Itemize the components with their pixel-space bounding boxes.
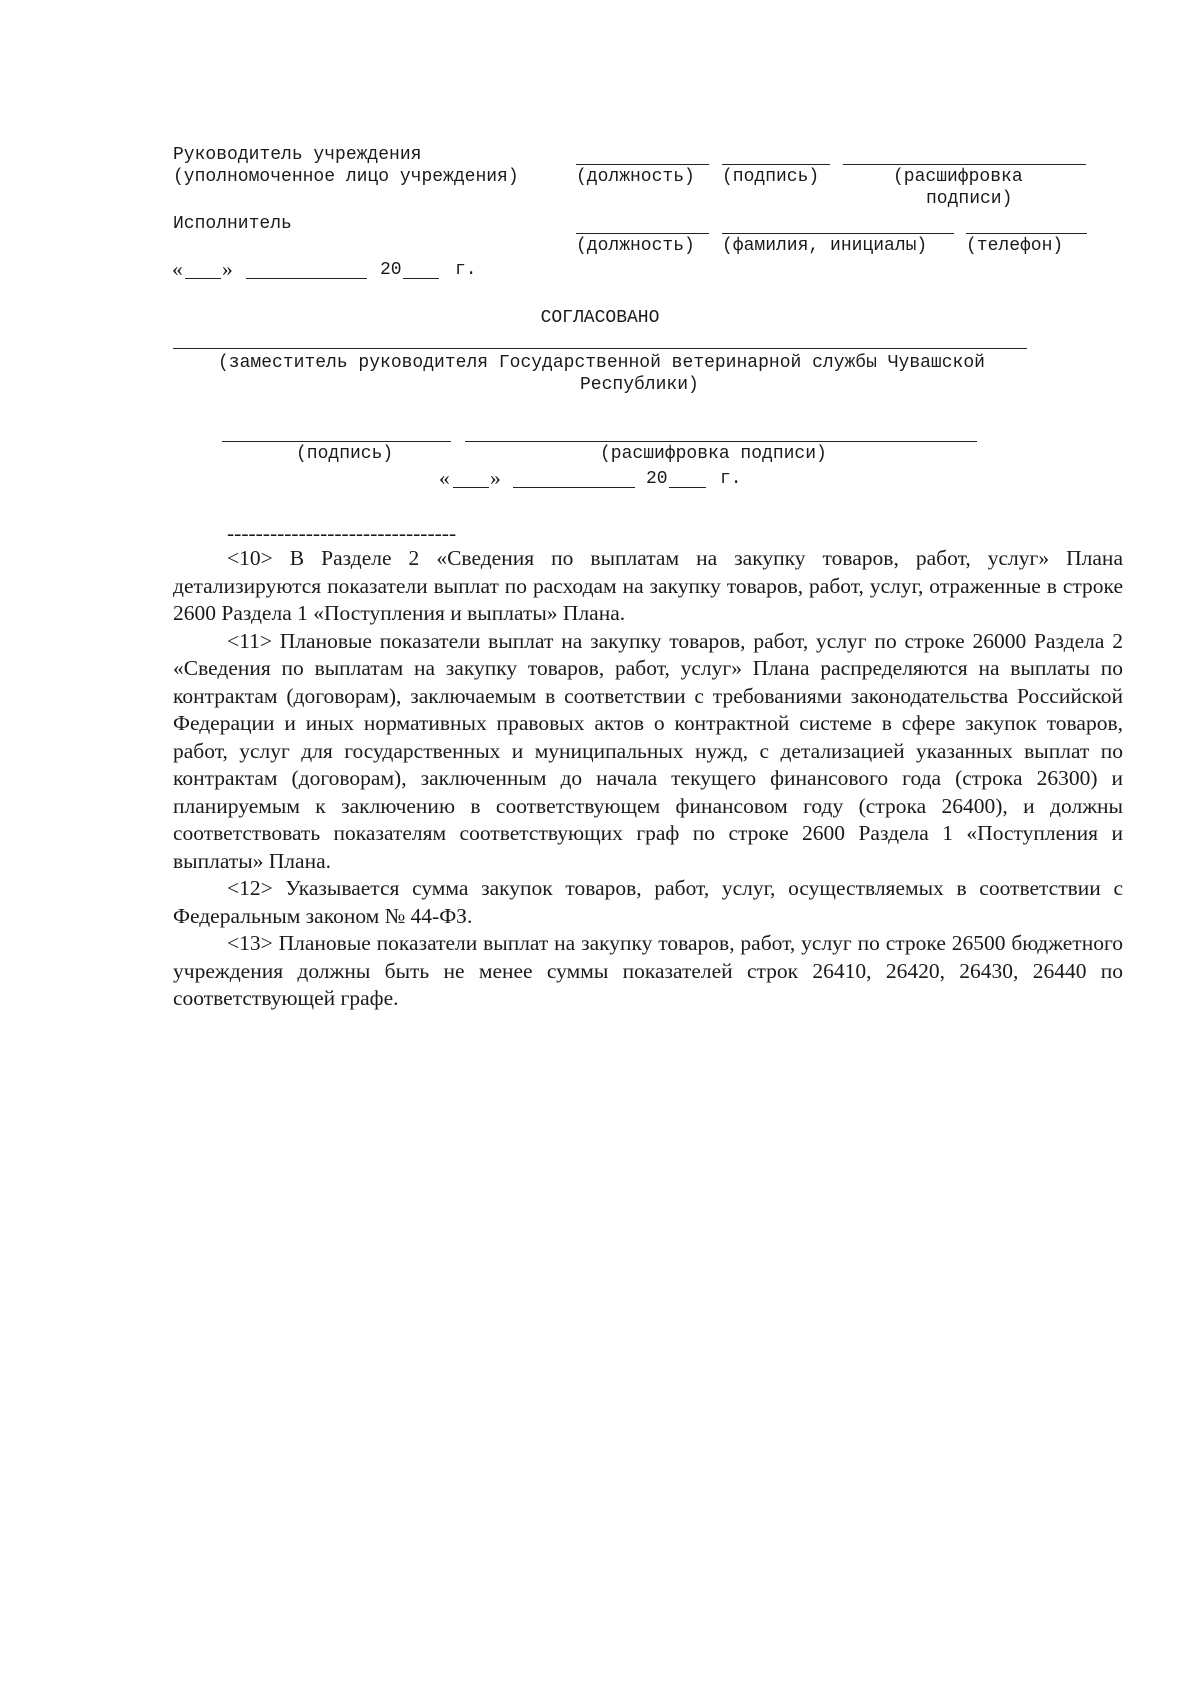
approval-date-year-line (669, 487, 706, 488)
approval-signature-caption: (подпись) (296, 444, 394, 464)
executor-name-line (722, 233, 954, 234)
approval-date-year-prefix: 20 (646, 469, 668, 489)
head-decoding-line (843, 164, 1086, 165)
approval-date-close-quote: » (490, 466, 501, 490)
footnote-13: <13> Плановые показатели выплат на закупку товаров, работ, услуг по строке 26500 бюджетного учреждения должны быть не менее суммы показателей строк 26410, 26420, 26430, 26440 по соответствующей графе. (173, 931, 1123, 1010)
executor-label: Исполнитель (173, 214, 292, 234)
approval-decoding-line (465, 441, 977, 442)
executor-name-caption: (фамилия, инициалы) (722, 236, 928, 256)
executor-position-line (576, 233, 709, 234)
head-position-caption: (должность) (576, 167, 695, 187)
date-open-quote: « (172, 257, 183, 281)
head-position-line (576, 164, 709, 165)
head-decoding-caption-2: подписи) (926, 189, 1013, 209)
approval-title: СОГЛАСОВАНО (540, 308, 660, 328)
date-month-line (246, 278, 367, 279)
head-signature-line (722, 164, 830, 165)
executor-phone-caption: (телефон) (966, 236, 1064, 256)
approval-official-caption-2: Республики) (580, 375, 699, 395)
approval-official-caption-1: (заместитель руководителя Государственной ветеринарной службы Чувашской (218, 353, 985, 373)
approval-date-open-quote: « (439, 466, 450, 490)
head-decoding-caption-1: (расшифровка (893, 167, 1023, 187)
footnotes-list (173, 545, 1123, 1013)
date-year-suffix: г. (455, 260, 477, 280)
footnote-10: <10> В Разделе 2 «Сведения по выплатам на закупку товаров, работ, услуг» Плана детализируются показатели выплат по расходам на закупку товаров, работ, услуг, отраженные в строке 2600 Раздела 1 «Поступления и выплаты» Плана. (173, 546, 1123, 625)
date-close-quote: » (222, 257, 233, 281)
approval-date-day-line (453, 487, 489, 488)
footnote-11: <11> Плановые показатели выплат на закупку товаров, работ, услуг по строке 26000 Раздела 2 «Сведения по выплатам на закупку товаров, работ, услуг» Плана распределяются на выплаты по контрактам (договорам), заключаемым в соответствии с требованиями законодательства Российской Федерации и иных нормативных правовых актов о контрактной системе в сфере закупок товаров, работ, услуг для государственных и муниципальных нужд, с детализацией указанных выплат по контрактам (договорам), заключенным до начала текущего финансового года (строка 26300) и планируемым к заключению в соответствующем финансовом году (строка 26400), и должны соответствовать показателям соответствующих граф по строке 2600 Раздела 1 «Поступления и выплаты» Плана. (173, 628, 1123, 873)
executor-phone-line (966, 233, 1087, 234)
date-year-line (403, 278, 439, 279)
approval-signature-line (222, 441, 451, 442)
footnote-12: <12> Указывается сумма закупок товаров, работ, услуг, осуществляемых в соответствии с Федеральным законом № 44-ФЗ. (173, 876, 1123, 928)
head-label-line-1: Руководитель учреждения (173, 145, 422, 165)
approval-official-line (173, 348, 1027, 349)
approval-date-month-line (513, 487, 635, 488)
footnote-separator: -------------------------------- (227, 521, 457, 545)
head-label-line-2: (уполномоченное лицо учреждения) (173, 167, 519, 187)
date-day-line (185, 278, 221, 279)
date-year-prefix: 20 (380, 260, 402, 280)
head-signature-caption: (подпись) (722, 167, 820, 187)
executor-position-caption: (должность) (576, 236, 695, 256)
approval-decoding-caption: (расшифровка подписи) (600, 444, 827, 464)
approval-date-year-suffix: г. (720, 469, 742, 489)
